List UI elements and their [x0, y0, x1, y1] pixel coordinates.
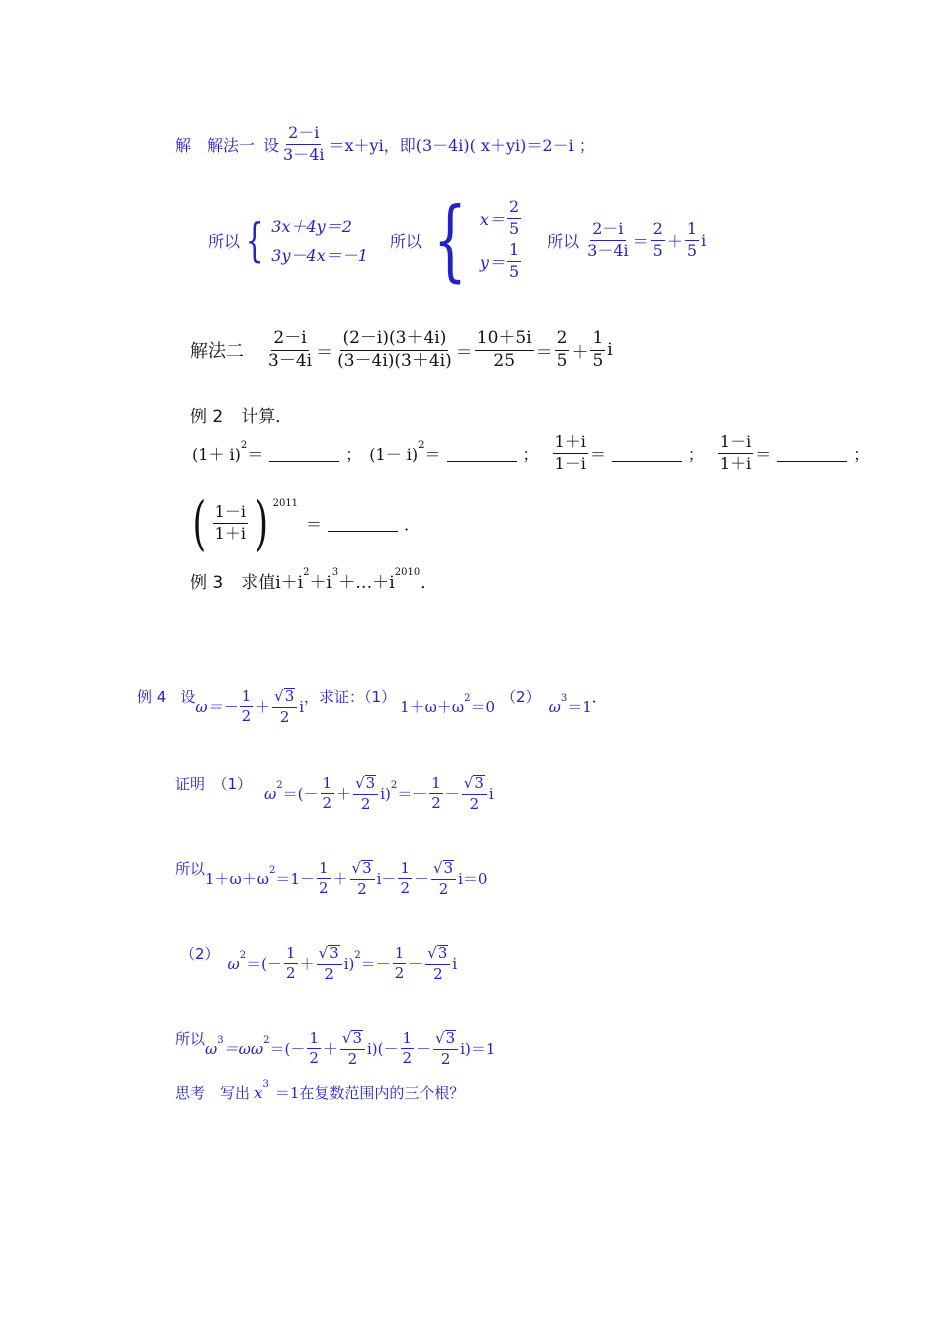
line-so-sum-zero: 所以 1＋ω＋ω 2 ＝1－ $\frac{1}{2}$ ＋ √ 3 2 i－ $\frac{1}{2}$ － √ 3 2 i＝0	[175, 858, 488, 898]
line-blanks: (1＋ i) 2 ＝ ； (1－ i) 2 ＝ ； $\frac{1+i}{1-i}$ ＝ ； $\frac{1-i}{1+i}$ ＝ ；	[192, 432, 870, 473]
line-example-4: 例 4 设 ω＝－ $\frac{1}{2}$ ＋ √ 3 2 i ，求证：（1） 1＋ω＋ω 2 ＝0 （2） ω 3 ＝1 ．	[137, 686, 607, 726]
system-b: x＝ $\frac{2}{5}$ y＝ $\frac{1}{5}$	[479, 197, 520, 281]
label-example-3: 例 3	[190, 573, 224, 593]
brace-1: {	[245, 213, 264, 267]
fraction-result-lhs: $\frac{2-i}{3-4i}$	[587, 218, 629, 260]
answer-blank-3[interactable]	[612, 445, 682, 462]
label-jie-fa-yi: 解 解法一	[175, 135, 256, 155]
line-solution-method1	[175, 125, 595, 164]
fraction-2-i-over-3-4i: $\frac{2-i}{3-4i}$	[283, 123, 325, 164]
line-solution-method2: 解法二 $\frac{2-i}{3-4i}$ ＝ $\frac{(2-i)(3+4i)}{(3-4i)(3+4i)}$ ＝ $\frac{10+5i}{25}$ ＝ $\frac{2}{5}$ ＋ $\frac{1}{5}$ i	[190, 328, 613, 371]
line-think: 思考 写出 x 3 ＝1 在复数范围内的三个根？	[175, 1079, 465, 1102]
answer-blank-2[interactable]	[447, 445, 517, 462]
she-text: 设	[263, 135, 280, 155]
label-example-2: 例 2	[190, 407, 224, 427]
suoyi-3: 所以	[547, 231, 580, 251]
line-so-cube-one: 所以 ω 3 ＝ωω 2 ＝(－ $\frac{1}{2}$ ＋ √ 3 2 i)(－ $\frac{1}{2}$ － √ 3 2 i)＝1	[175, 1028, 496, 1068]
label-jie-fa-er: 解法二	[190, 341, 244, 363]
answer-blank-5[interactable]	[328, 515, 398, 532]
equation-text: ＝x＋yi，即(3－4i)( x＋yi)＝2－i ；	[328, 135, 595, 155]
line-example-2: 例 2 计算．	[190, 402, 292, 427]
suoyi-1: 所以	[208, 231, 241, 251]
answer-blank-1[interactable]	[269, 445, 339, 462]
label-example-4: 例 4	[137, 688, 167, 707]
line-proof-2: （2） ω 2 ＝(－ $\frac{1}{2}$ ＋ √ 3 2 i) 2 ＝－ $\frac{1}{2}$ － √ 3 2 i	[180, 943, 458, 983]
suoyi-2: 所以	[389, 231, 422, 251]
answer-blank-4[interactable]	[777, 445, 847, 462]
label-proof: 证明 （1）	[175, 775, 253, 794]
line-systems: 所以 { 3x＋4y＝2 3y－4x＝－1 所以 { x＝ $\frac{2}{5}$ y＝ $\frac{1}{5}$ 所以 $\frac{2-i}{3-4i}$ ＝ $\frac{2}{5}$ ＋ $\frac{1}{5}$ i	[208, 188, 707, 291]
system-a: 3x＋4y＝2 3y－4x＝－1	[271, 217, 368, 265]
brace-2: {	[433, 188, 467, 291]
line-example-3: 例 3 求值 i＋i 2 ＋i 3 ＋…＋i 2010 ．	[190, 567, 438, 593]
line-power-2011: ( $\frac{1-i}{1+i}$ ) 2011 ＝ ．	[192, 489, 421, 557]
line-proof-1: 证明 （1） ω 2 ＝(－ $\frac{1}{2}$ ＋ √ 3 2 i) 2 ＝－ $\frac{1}{2}$ － √ 3 2 i	[175, 773, 494, 813]
